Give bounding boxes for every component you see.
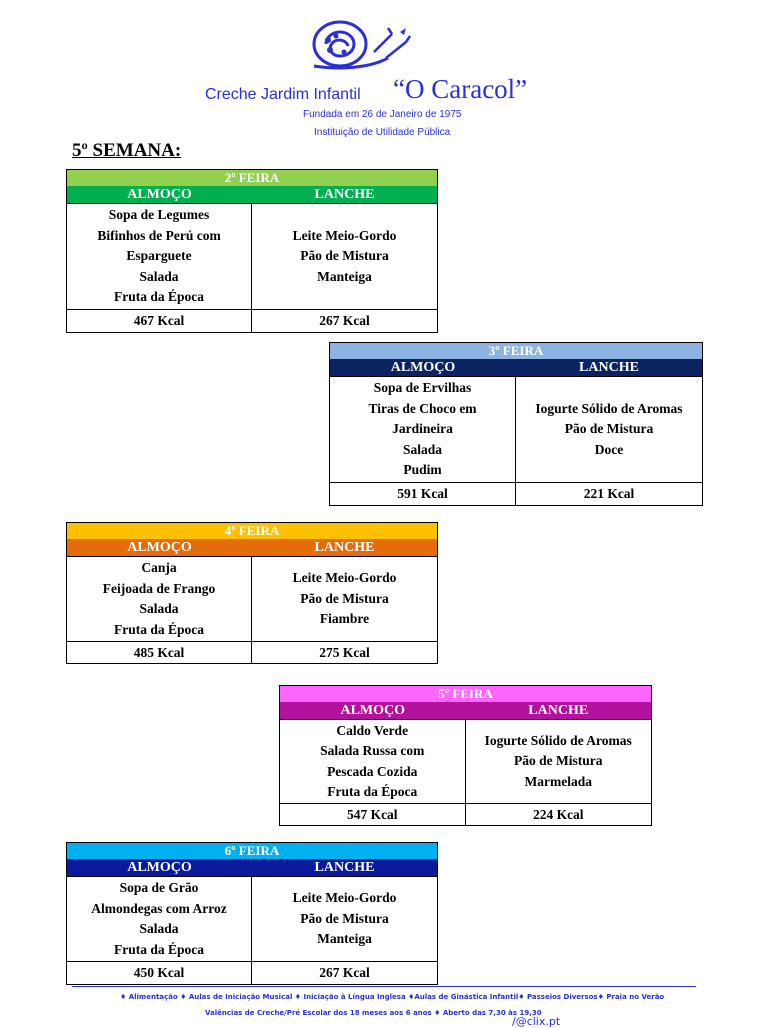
week-title: 5º SEMANA: xyxy=(72,140,182,161)
lanche-items xyxy=(252,877,437,961)
almoco-item: Salada xyxy=(402,441,443,457)
kcal-row xyxy=(280,803,651,825)
almoco-item: Bifinhos de Perú com xyxy=(97,227,221,243)
lanche-header: LANCHE xyxy=(314,860,375,875)
kcal-row xyxy=(67,309,437,332)
almoco-item: Sopa de Legumes xyxy=(108,207,210,223)
almoco-kcal: 467 Kcal xyxy=(67,310,252,332)
lanche-item: Pão de Mistura xyxy=(300,910,389,926)
lanche-item: Pão de Mistura xyxy=(564,421,654,437)
almoco-item: Esparguete xyxy=(126,248,192,264)
lanche-kcal: 267 Kcal xyxy=(319,965,370,980)
almoco-item: Salada xyxy=(139,921,179,936)
almoco-item: Pescada Cozida xyxy=(327,763,418,779)
column-headers xyxy=(67,539,437,556)
almoco-kcal: 450 Kcal xyxy=(67,962,252,984)
column-headers xyxy=(280,702,651,719)
snail-logo-icon xyxy=(300,12,420,74)
lanche-header: LANCHE xyxy=(314,540,375,555)
day-header: 2º FEIRA xyxy=(67,170,437,186)
lanche-items xyxy=(252,557,437,641)
almoco-items xyxy=(67,204,252,309)
lanche-item: Pão de Mistura xyxy=(514,753,603,769)
lanche-header: LANCHE xyxy=(314,187,375,202)
day-header: 3º FEIRA xyxy=(330,343,702,359)
lanche-item: Leite Meio-Gordo xyxy=(292,890,397,906)
almoco-item: Sopa de Grão xyxy=(119,880,199,895)
column-headers xyxy=(67,186,437,203)
footer-email: /@clix.pt xyxy=(512,1015,561,1028)
almoco-item: Salada xyxy=(139,268,179,284)
menu-day xyxy=(66,842,438,985)
lanche-item: Manteiga xyxy=(317,268,372,284)
menu-body xyxy=(67,556,437,641)
lanche-item: Leite Meio-Gordo xyxy=(292,570,397,586)
kcal-row xyxy=(67,641,437,663)
almoco-item: Salada xyxy=(139,601,179,616)
column-headers xyxy=(330,359,702,376)
almoco-item: Canja xyxy=(141,560,177,575)
lanche-kcal: 267 Kcal xyxy=(319,313,370,328)
menu-body xyxy=(330,376,702,482)
almoco-item: Tiras de Choco em xyxy=(368,400,477,416)
almoco-item: Pudim xyxy=(403,462,442,478)
footer-activities: ♦ Alimentação ♦ Aulas de Iniciação Musical ♦ Iniciação à Língua Inglesa ♦Aulas de Ginástica Infantil♦ Passeios Diversos♦ Praia no Verão xyxy=(120,993,665,1001)
school-title: “O Caracol” xyxy=(393,74,528,104)
menu-day xyxy=(329,342,703,506)
almoco-item: Sopa de Ervilhas xyxy=(373,380,472,396)
almoco-items xyxy=(67,557,252,641)
almoco-item: Fruta da Época xyxy=(113,289,204,305)
almoco-item: Fruta da Época xyxy=(113,941,204,957)
lanche-item: Pão de Mistura xyxy=(300,590,389,606)
founded-date: Fundada em 26 de Janeiro de 1975 xyxy=(303,109,462,120)
almoco-items xyxy=(67,877,252,961)
almoco-item: Feijoada de Frango xyxy=(102,580,216,596)
almoco-header: ALMOÇO xyxy=(127,540,192,555)
almoco-header: ALMOÇO xyxy=(340,703,406,718)
day-header: 5º FEIRA xyxy=(280,686,651,702)
lanche-item: Fiambre xyxy=(319,611,370,627)
lanche-header: LANCHE xyxy=(579,360,639,375)
almoco-kcal: 485 Kcal xyxy=(67,642,252,663)
lanche-item: Iogurte Sólido de Aromas xyxy=(535,400,683,416)
almoco-item: Caldo Verde xyxy=(336,722,409,738)
lanche-kcal: 275 Kcal xyxy=(319,645,370,660)
lanche-items xyxy=(466,720,652,803)
lanche-header: LANCHE xyxy=(528,703,589,718)
lanche-kcal: 224 Kcal xyxy=(532,807,584,822)
footer-hours: Valências de Creche/Pré Escolar dos 18 meses aos 6 anos ♦ Aberto das 7,30 às 19,30 xyxy=(205,1009,542,1017)
menu-day xyxy=(66,169,438,333)
almoco-item: Fruta da Época xyxy=(327,784,418,799)
almoco-kcal: 591 Kcal xyxy=(330,483,516,505)
almoco-kcal: 547 Kcal xyxy=(280,804,466,825)
lanche-kcal: 221 Kcal xyxy=(583,486,635,501)
lanche-items xyxy=(252,204,437,309)
almoco-items xyxy=(280,720,466,803)
menu-body xyxy=(67,876,437,961)
almoco-items xyxy=(330,377,516,482)
school-name: Creche Jardim Infantil xyxy=(205,86,361,103)
day-header: 6º FEIRA xyxy=(67,843,437,859)
menu-body xyxy=(280,719,651,803)
column-headers xyxy=(67,859,437,876)
almoco-item: Salada Russa com xyxy=(320,743,425,758)
menu-day xyxy=(279,685,652,826)
lanche-item: Iogurte Sólido de Aromas xyxy=(484,732,632,748)
lanche-item: Manteiga xyxy=(317,931,372,947)
almoco-item: Jardineira xyxy=(392,421,453,437)
almoco-header: ALMOÇO xyxy=(127,860,192,875)
almoco-header: ALMOÇO xyxy=(390,360,456,375)
utility-status: Instituição de Utilidade Pública xyxy=(314,127,451,138)
day-header: 4º FEIRA xyxy=(67,523,437,539)
menu-body xyxy=(67,203,437,309)
lanche-item: Doce xyxy=(594,441,624,457)
lanche-item: Marmelada xyxy=(524,773,592,789)
almoco-header: ALMOÇO xyxy=(127,187,192,202)
kcal-row xyxy=(67,961,437,984)
kcal-row xyxy=(330,482,702,505)
lanche-item: Leite Meio-Gordo xyxy=(292,227,397,243)
lanche-item: Pão de Mistura xyxy=(300,248,389,264)
menu-day xyxy=(66,522,438,664)
footer-divider xyxy=(72,986,696,987)
almoco-item: Fruta da Época xyxy=(113,621,204,637)
lanche-items xyxy=(516,377,702,482)
almoco-item: Almondegas com Arroz xyxy=(91,900,227,916)
